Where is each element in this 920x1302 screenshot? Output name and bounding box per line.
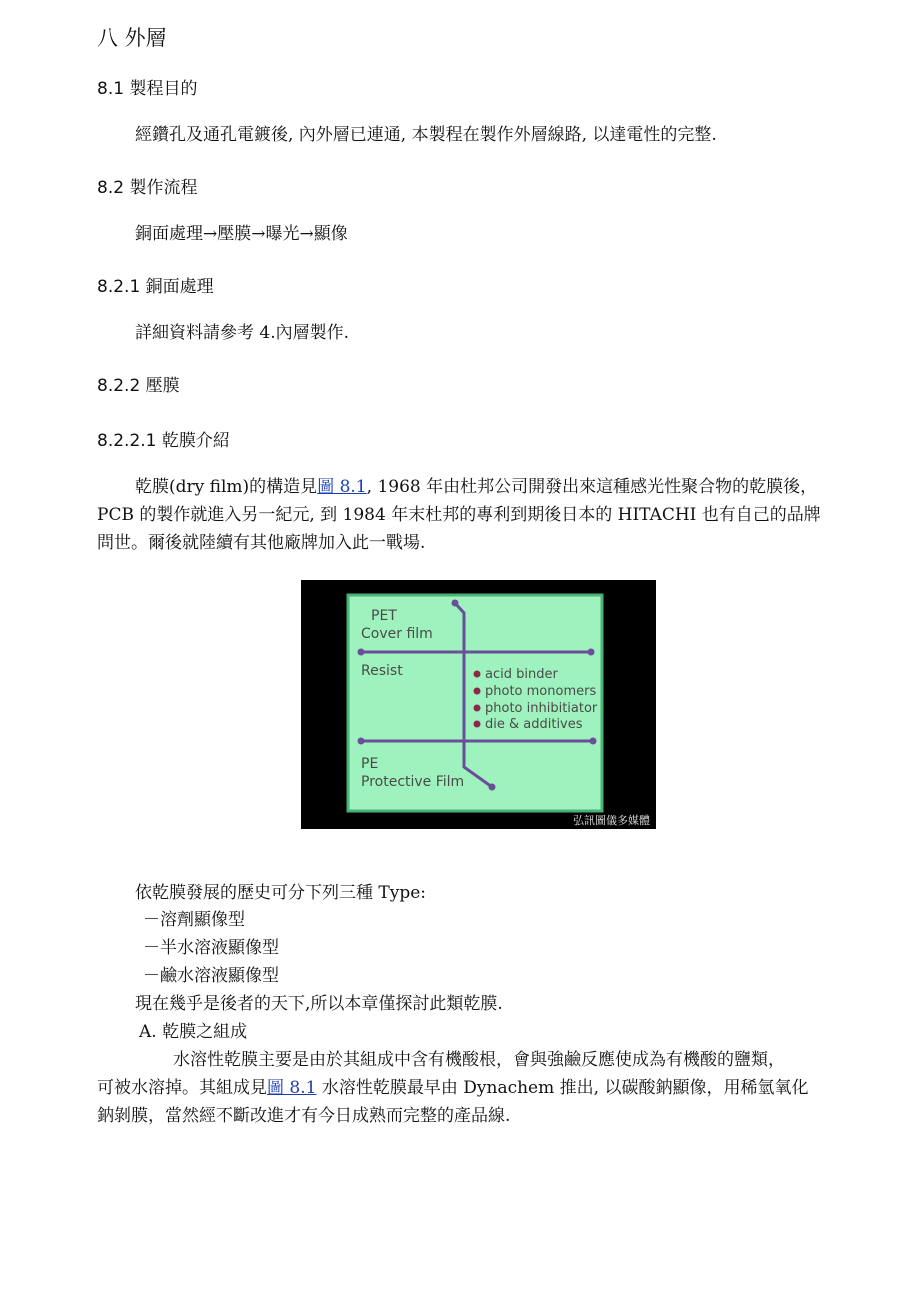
section-paragraph-8-1: 經鑽孔及通孔電鍍後, 內外層已連通, 本製程在製作外層線路, 以達電性的完整. [135,125,717,145]
resist-label: Resist [361,663,403,679]
text-run: 水溶性乾膜最早由 Dynachem 推出, 以碳酸鈉顯像，用稀氫氧化 [316,1078,809,1098]
divider-endpoint [590,738,597,745]
bullet-dot [474,705,481,712]
figure-8-1-link[interactable]: 圖 8.1 [317,477,367,497]
protective-film-label: Protective Film [361,774,465,790]
section-heading-8-2-2: 8.2.2 壓膜 [97,376,180,396]
section-heading-8-2-1: 8.2.1 銅面處理 [97,277,214,297]
bullet-acid-binder: acid binder [485,667,558,682]
chapter-title: 八 外層 [97,26,167,50]
cover-film-label: Cover film [361,626,433,642]
dry-film-structure-figure [301,580,656,829]
pointer-endpoint [489,784,496,791]
bullet-dot [474,671,481,678]
process-flow-text: 銅面處理→壓膜→曝光→顯像 [135,224,348,244]
figure-diagram [301,580,656,829]
section-a-line-1: 水溶性乾膜主要是由於其組成中含有機酸根，會與強鹼反應使成為有機酸的鹽類， [173,1050,785,1070]
section-heading-8-1: 8.1 製程目的 [97,79,198,99]
bullet-dot [474,688,481,695]
dry-film-paragraph-line-3: 問世。爾後就陸續有其他廠牌加入此一戰場. [97,533,426,553]
bullet-photo-inhibitiator: photo inhibitiator [485,701,598,716]
section-paragraph-8-2-1: 詳細資料請參考 4.內層製作. [135,323,350,343]
pet-label: PET [371,608,397,624]
text-run: 乾膜(dry film)的構造見 [135,477,318,497]
bullet-dot [474,721,481,728]
dry-film-paragraph-line-2: PCB 的製作就進入另一紀元, 到 1984 年末杜邦的專利到期後日本的 HITACHI 也有自己的品牌 [97,505,821,525]
types-intro: 依乾膜發展的歷史可分下列三種 Type: [135,883,427,903]
figure-credit: 弘訊圖儀多媒體 [573,814,650,827]
divider-endpoint [358,649,365,656]
bullet-die-additives: die & additives [485,717,583,732]
divider-endpoint [358,738,365,745]
section-a-line-3: 鈉剝膜，當然經不斷改進才有今日成熟而完整的產品線. [97,1106,511,1126]
section-heading-8-2-2-1: 8.2.2.1 乾膜介紹 [97,431,230,451]
text-run: , 1968 年由杜邦公司開發出來這種感光性聚合物的乾膜後， [366,477,818,497]
bullet-photo-monomers: photo monomers [485,684,597,699]
pointer-endpoint [452,600,459,607]
type-item-semi-aqueous: －半水溶液顯像型 [143,938,279,958]
type-item-solvent: －溶劑顯像型 [143,910,245,930]
figure-8-1-link[interactable]: 圖 8.1 [267,1078,317,1098]
types-conclusion: 現在幾乎是後者的天下,所以本章僅探討此類乾膜. [135,994,503,1014]
section-a-heading: A. 乾膜之組成 [139,1022,248,1042]
divider-endpoint [588,649,595,656]
text-run: 可被水溶掉。其組成見 [97,1078,267,1098]
pe-label: PE [361,756,379,772]
dry-film-paragraph-line-1 [135,473,817,501]
section-heading-8-2: 8.2 製作流程 [97,178,198,198]
type-item-alkaline-aqueous: －鹼水溶液顯像型 [143,966,279,986]
section-a-line-2 [97,1074,808,1102]
